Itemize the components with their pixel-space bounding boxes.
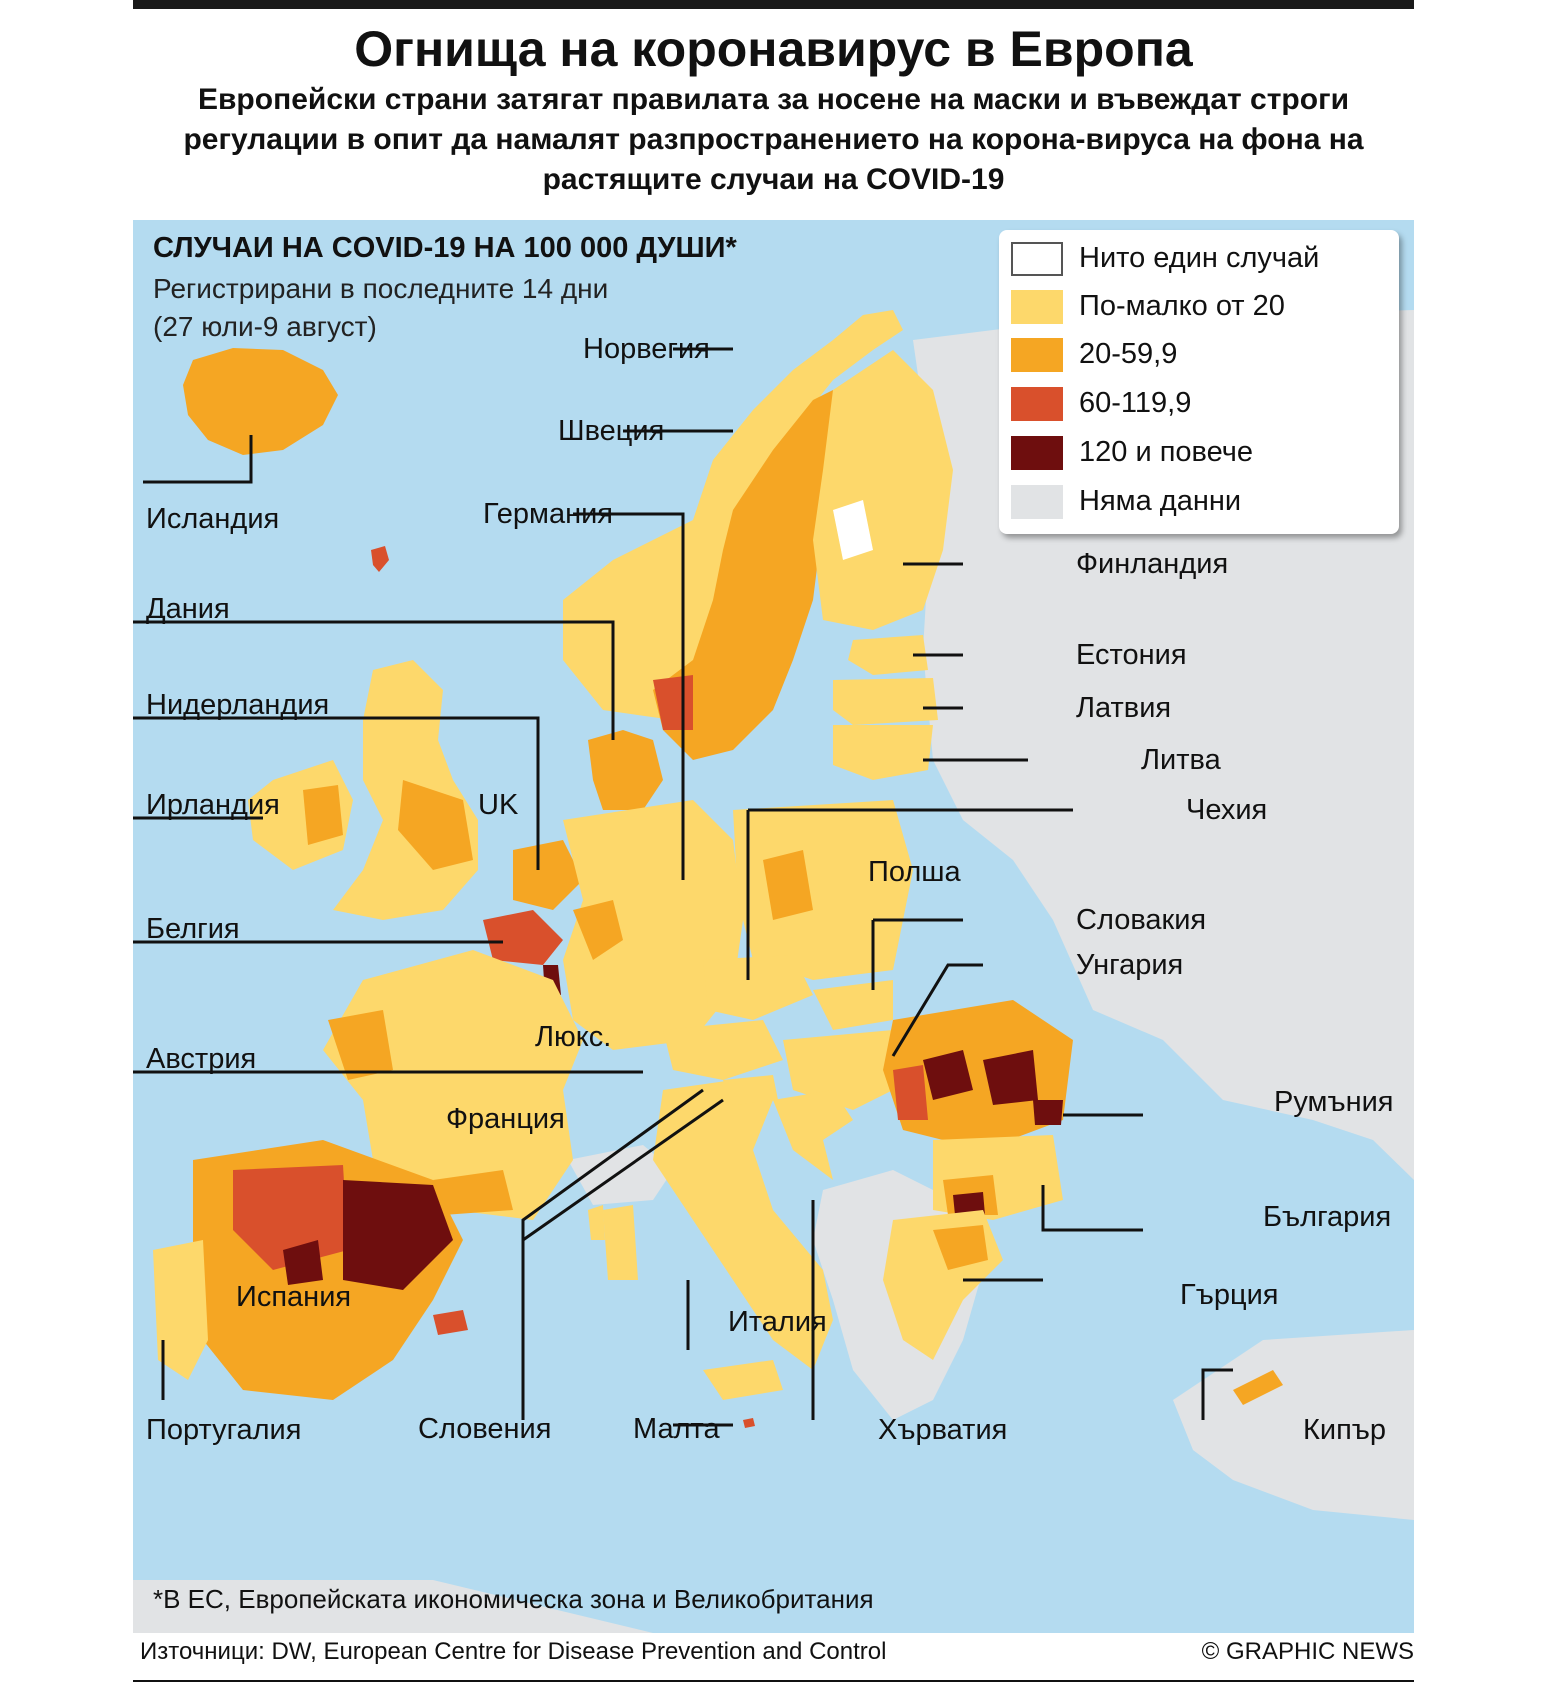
sources-credit: Източници: DW, European Centre for Disease Prevention and Control (140, 1638, 887, 1665)
malta-region (743, 1418, 755, 1428)
bottom-rule (133, 1680, 1414, 1682)
label-hungary: Унгария (1076, 949, 1184, 981)
legend-swatch-20-60 (1011, 338, 1063, 372)
slovakia-region (813, 980, 893, 1030)
label-czechia: Чехия (1186, 794, 1268, 826)
label-malta: Малта (633, 1413, 720, 1445)
label-italy: Италия (728, 1306, 827, 1338)
legend-swatch-120plus (1011, 436, 1063, 470)
france-orange-west (328, 1010, 393, 1080)
denmark-region (588, 730, 663, 810)
poland-region (733, 800, 913, 980)
legend-label: 60-119,9 (1079, 387, 1192, 419)
corsica-region (588, 1205, 605, 1240)
latvia-region (833, 678, 938, 725)
slovenia-region (723, 1075, 778, 1105)
europe-map (133, 220, 1414, 1633)
iceland-region (183, 348, 338, 455)
label-france: Франция (446, 1103, 565, 1135)
label-bulgaria: България (1263, 1201, 1392, 1233)
label-spain: Испания (236, 1281, 352, 1313)
label-austria: Австрия (146, 1043, 257, 1075)
label-finland: Финландия (1076, 548, 1229, 580)
label-ireland: Ирландия (146, 789, 280, 821)
legend-label: Няма данни (1079, 485, 1242, 517)
label-poland: Полша (868, 856, 961, 888)
romania-coast (1033, 1100, 1063, 1125)
label-romania: Румъния (1274, 1086, 1394, 1118)
legend-label: По-малко от 20 (1079, 290, 1285, 322)
legend-swatch-nodata (1011, 485, 1063, 519)
legend-label: Нито един случай (1079, 242, 1320, 274)
page-title: Огнища на коронавирус в Европа (354, 21, 1193, 77)
czechia-region (703, 955, 813, 1020)
page-subtitle: Европейски страни затягат правилата за носене на маски и въвеждат строги регулации в опит да намалят разпространението на корона-вируса на фона на растящите случаи на COVID-19 (183, 83, 1364, 196)
label-iceland: Исландия (146, 503, 280, 535)
faroe-region (371, 546, 389, 572)
map-legend (999, 230, 1399, 534)
label-slovakia: Словакия (1076, 904, 1207, 936)
label-slovenia: Словения (418, 1413, 552, 1445)
sardinia-region (603, 1205, 638, 1280)
label-netherlands: Нидерландия (146, 689, 330, 721)
label-portugal: Португалия (146, 1414, 302, 1446)
legend-swatch-60-120 (1011, 387, 1063, 421)
label-lithuania: Литва (1141, 744, 1221, 776)
label-greece: Гърция (1180, 1279, 1279, 1311)
copyright: © GRAPHIC NEWS (1201, 1638, 1414, 1665)
ireland-orange (303, 785, 343, 845)
balearic-region (433, 1310, 468, 1335)
legend-swatch-none (1011, 242, 1063, 276)
map-heading: СЛУЧАИ НА COVID-19 НА 100 000 ДУШИ* (153, 232, 737, 264)
sicily-region (703, 1360, 783, 1400)
label-estonia: Естония (1076, 639, 1187, 671)
label-cyprus: Кипър (1303, 1414, 1387, 1446)
map-subheading-line1: Регистрирани в последните 14 дни (153, 273, 609, 304)
top-rule (133, 0, 1414, 9)
legend-label: 20-59,9 (1079, 338, 1178, 370)
label-belgium: Белгия (146, 913, 240, 945)
map-subheading (153, 270, 608, 346)
legend-swatch-lt20 (1011, 290, 1063, 324)
map-footnote: *В ЕС, Европейската икономическа зона и Великобритания (153, 1584, 874, 1614)
label-uk: UK (478, 789, 519, 821)
croatia-region (773, 1090, 853, 1180)
belgium-region (483, 910, 563, 965)
label-croatia: Хърватия (878, 1414, 1008, 1446)
label-norway: Норвегия (583, 333, 710, 365)
legend-label: 120 и повече (1079, 436, 1254, 468)
label-latvia: Латвия (1076, 692, 1172, 724)
label-sweden: Швеция (558, 415, 665, 447)
portugal-region (153, 1240, 208, 1380)
lithuania-region (833, 725, 933, 780)
sweden-hotspot (653, 675, 693, 730)
label-denmark: Дания (146, 593, 230, 625)
label-germany: Германия (483, 498, 614, 530)
austria-region (663, 1020, 783, 1080)
map-subheading-line2: (27 юли-9 август) (153, 311, 377, 342)
label-luxembourg: Люкс. (535, 1021, 612, 1053)
romania-red (893, 1065, 928, 1120)
